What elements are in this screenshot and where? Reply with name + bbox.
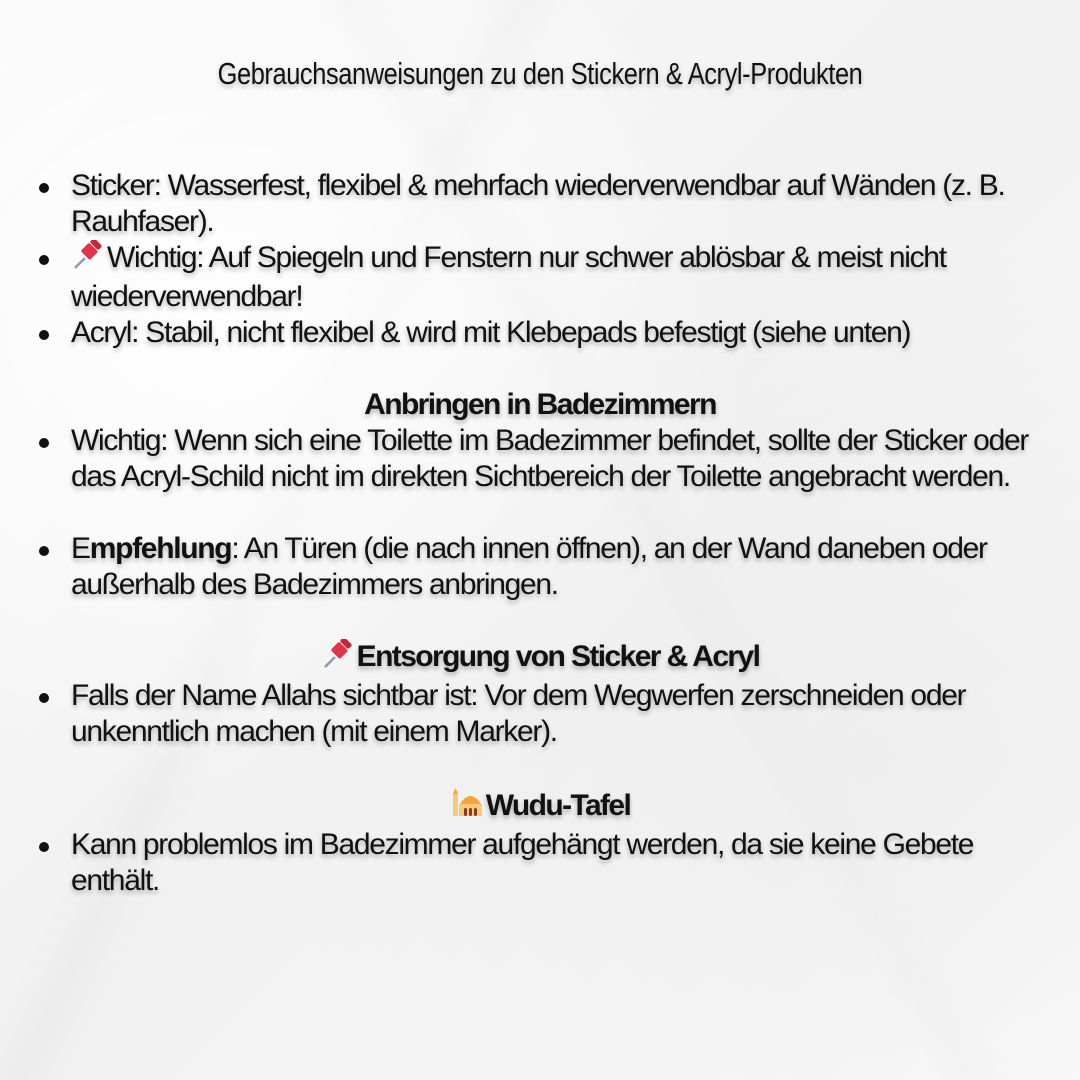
section-heading-wudu	[0, 786, 1080, 827]
heading-text: Entsorgung von Sticker & Acryl	[356, 640, 760, 673]
instructions-content	[0, 168, 1080, 899]
list-item-text: Falls der Name Allahs sichtbar ist: Vor dem Wegwerfen zerschneiden oder unkenntlich machen (mit einem Marker).	[71, 679, 966, 748]
disposal-list	[0, 678, 1080, 750]
section-heading-bathroom: Anbringen in Badezimmern	[364, 388, 716, 421]
bathroom-recommendation-list	[0, 531, 1080, 603]
pushpin-icon	[71, 240, 105, 279]
list-item-recommendation	[0, 531, 1080, 603]
list-item-wudu	[0, 827, 1080, 899]
list-item-sticker	[0, 168, 1080, 240]
recommendation-label: mpfehlung	[89, 532, 232, 565]
list-item-text: : An Türen (die nach innen öffnen), an der Wand daneben oder außerhalb des Badezimmers anbringen.	[71, 532, 987, 601]
bathroom-list	[0, 423, 1080, 495]
list-item-text: Kann problemlos im Badezimmer aufgehängt werden, da sie keine Gebete enthält.	[71, 828, 974, 897]
recommendation-prefix: E	[71, 532, 90, 565]
intro-list	[0, 168, 1080, 351]
list-item-text: Sticker: Wasserfest, flexibel & mehrfach wiederverwendbar auf Wänden (z. B. Rauhfaser).	[71, 169, 1005, 238]
list-item-toilet-warning	[0, 423, 1080, 495]
list-item-acryl	[0, 315, 1080, 351]
wudu-list	[0, 827, 1080, 899]
list-item-text: Wichtig: Auf Spiegeln und Fenstern nur schwer ablösbar & meist nicht wiederverwendbar!	[71, 241, 946, 313]
list-item-text: Wichtig: Wenn sich eine Toilette im Badezimmer befindet, sollte der Sticker oder das Acryl-Schild nicht im direkten Sichtbereich der Toilette angebracht werden.	[71, 424, 1029, 493]
list-item-text: Acryl: Stabil, nicht flexibel & wird mit Klebepads befestigt (siehe unten)	[71, 316, 911, 349]
page-title: Gebrauchsanweisungen zu den Stickern & Acryl-Produkten	[217, 56, 863, 91]
list-item-disposal	[0, 678, 1080, 750]
heading-text: Wudu-Tafel	[485, 789, 631, 822]
section-heading-disposal	[0, 639, 1080, 678]
mosque-icon	[450, 786, 484, 827]
list-item-important	[0, 240, 1080, 315]
pushpin-icon	[321, 639, 355, 678]
